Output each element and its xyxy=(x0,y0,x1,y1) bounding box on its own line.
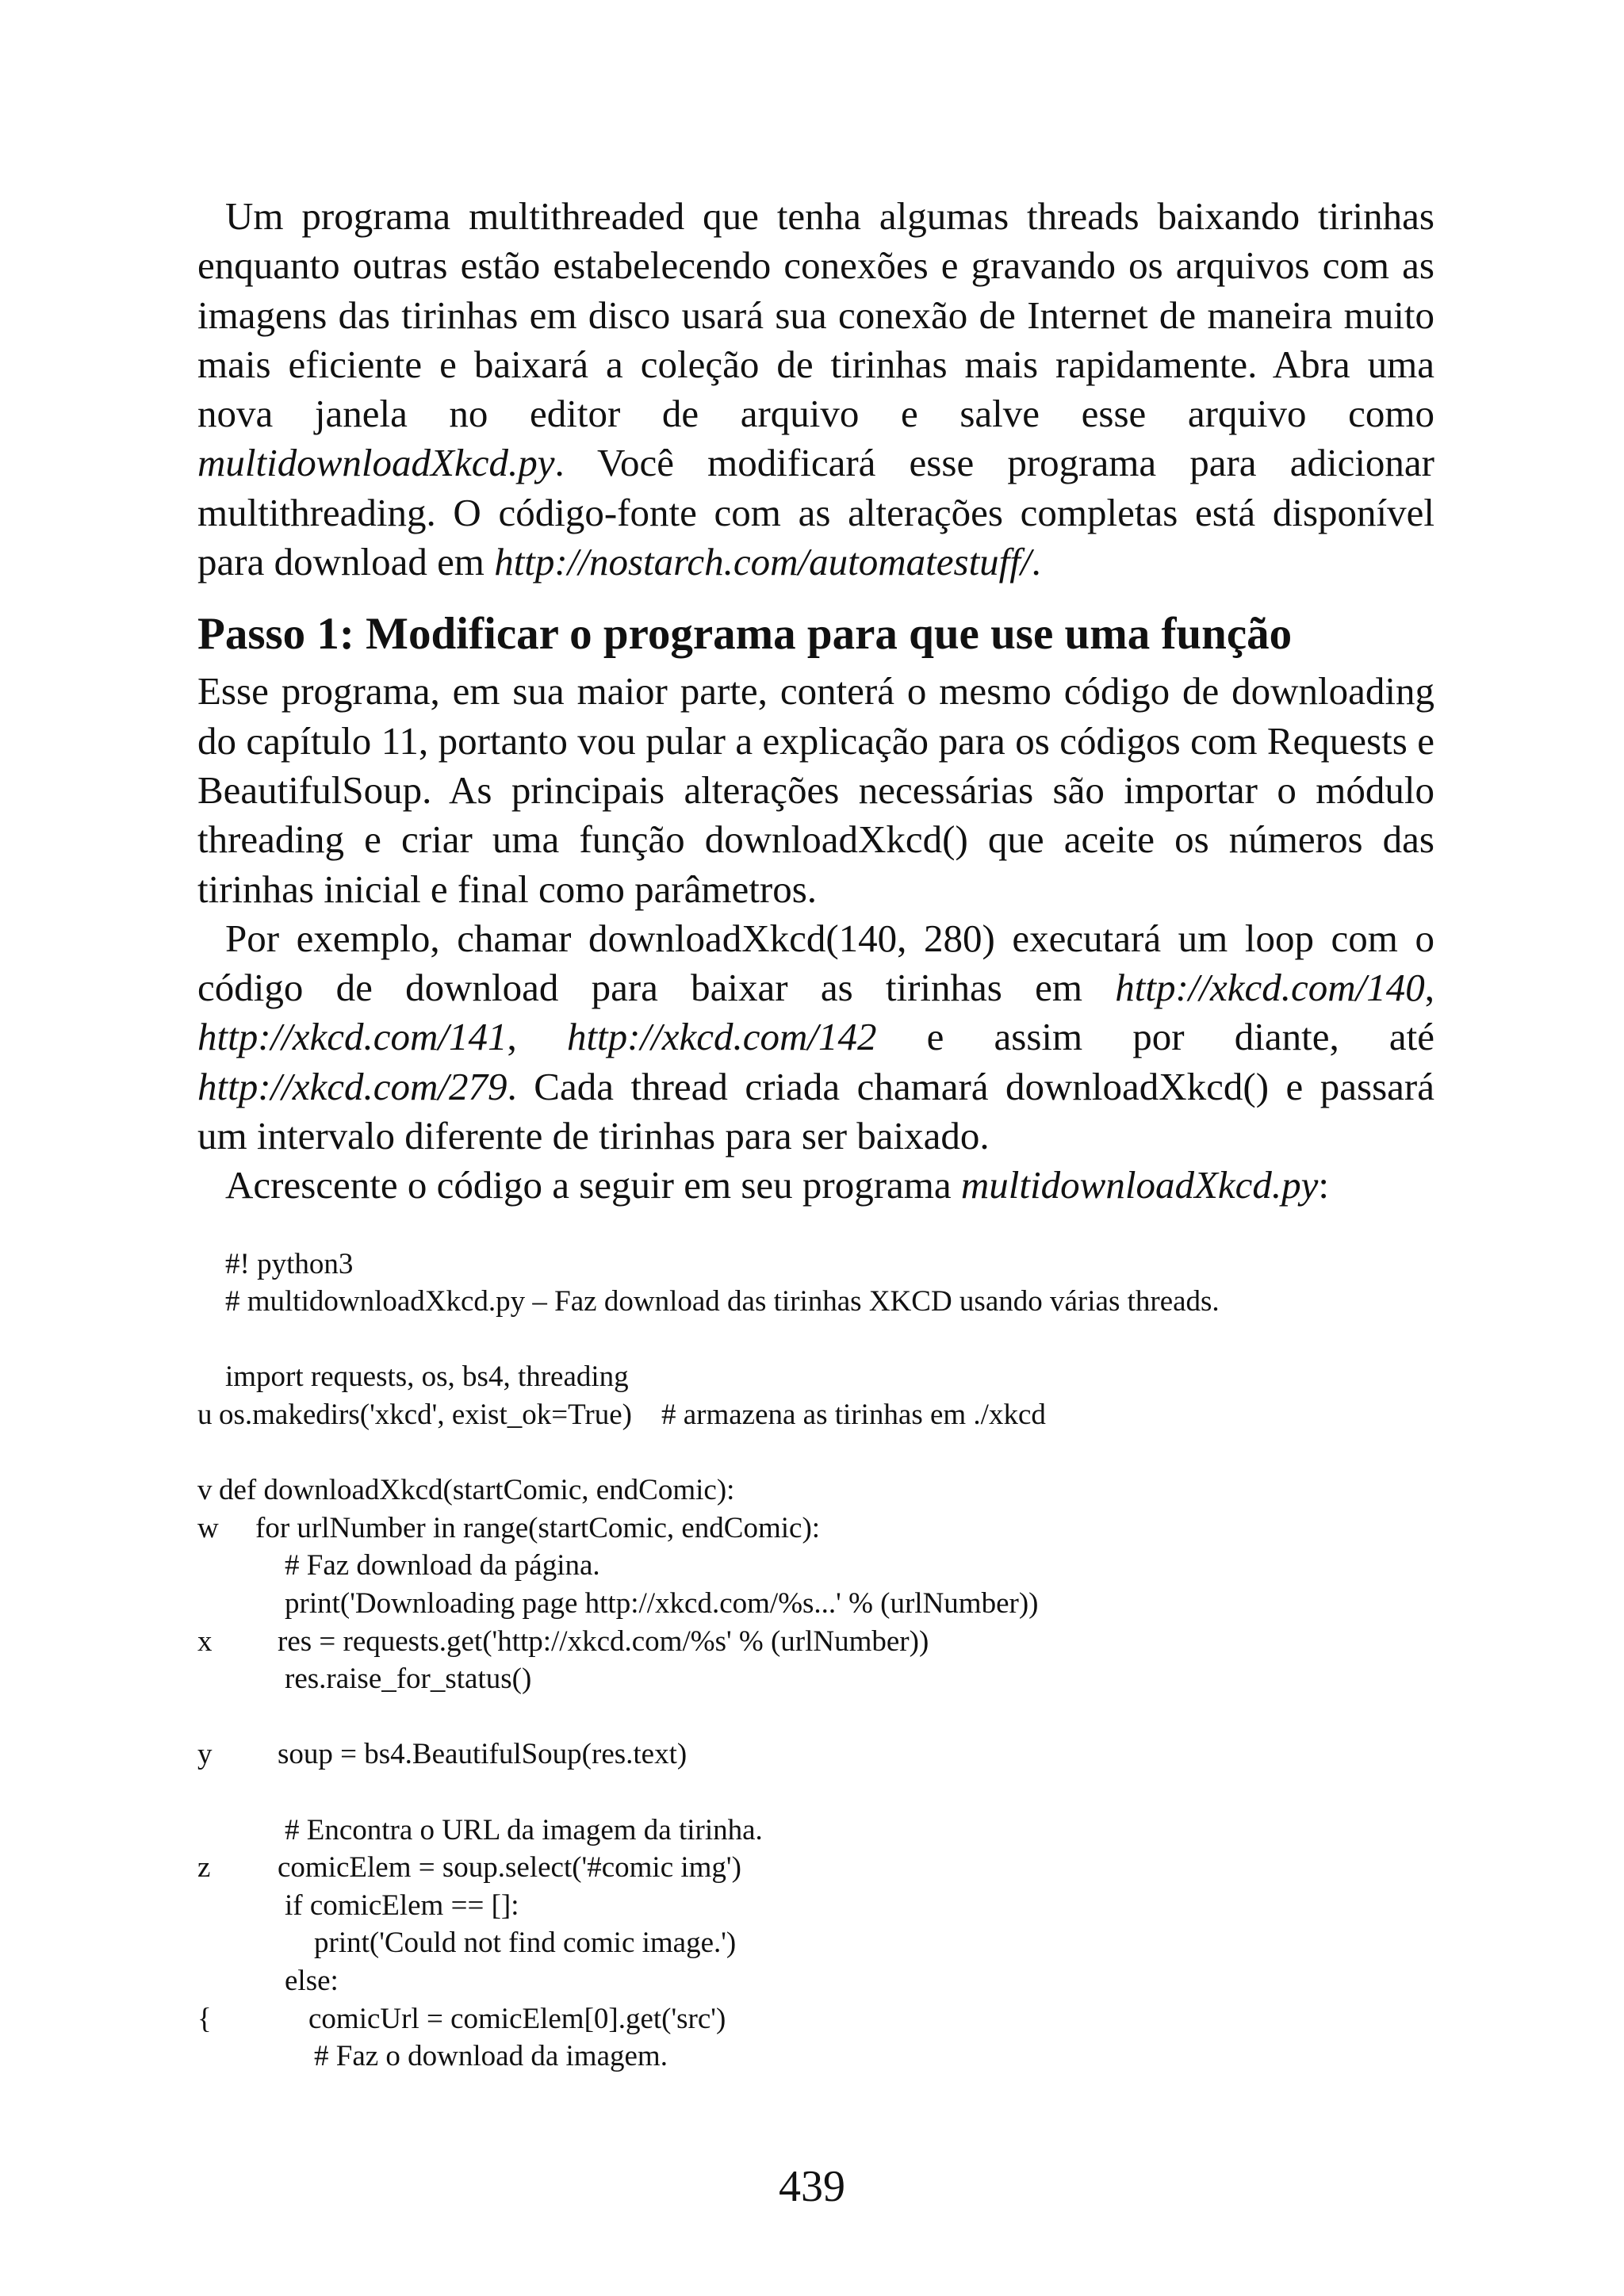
code-text: # Faz download da página. xyxy=(285,1549,600,1582)
code-line xyxy=(197,1321,1434,1359)
code-text: # Encontra o URL da imagem da tirinha. xyxy=(285,1813,763,1846)
text-run: Um programa multithreaded que tenha algumas threads baixando tirinhas enquanto outras estão estabelecendo conexões e gravando os arquivos com as imagens das tirinhas em disco usará sua conexão de Internet de maneira muito mais eficiente e baixará a coleção de tirinhas mais rapidamente. Abra uma nova janela no editor de arquivo e salve esse arquivo como xyxy=(197,194,1434,436)
code-line xyxy=(197,1774,1434,1812)
text-run: , xyxy=(1424,966,1434,1010)
code-text: # Faz o download da imagem. xyxy=(314,2040,668,2073)
text-run: e assim por diante, até xyxy=(876,1015,1435,1059)
code-text: #! python3 xyxy=(225,1247,354,1280)
paragraph-step1-description xyxy=(197,667,1434,913)
paragraph-intro xyxy=(197,192,1434,587)
code-line xyxy=(197,1623,1434,1661)
code-text: comicUrl = comicElem[0].get('src') xyxy=(308,2002,726,2035)
code-text: import requests, os, bs4, threading xyxy=(225,1360,629,1394)
code-line xyxy=(197,1962,1434,2000)
text-run: . xyxy=(1031,540,1041,584)
italic-text: http://xkcd.com/140 xyxy=(1115,966,1425,1010)
text-run: Esse programa, em sua maior parte, conterá o mesmo código de downloading do capítulo 11, portanto vou pular a explicação para os códigos com Requests e BeautifulSoup. As principais alterações necessárias são importar o módulo threading e criar uma função downloadXkcd() que aceite os números das tirinhas inicial e final como parâmetros. xyxy=(197,669,1434,911)
code-line xyxy=(197,1510,1434,1548)
code-annotation-marker: x xyxy=(197,1624,213,1658)
code-line xyxy=(197,2000,1434,2038)
code-annotation-marker: { xyxy=(197,2002,212,2035)
code-line xyxy=(197,1698,1434,1736)
code-text: res.raise_for_status() xyxy=(285,1663,532,1696)
italic-text: http://xkcd.com/279 xyxy=(197,1064,508,1108)
text-run: . Cada thread criada chamará downloadXkcd() e passará um intervalo diferente de tirinhas para ser baixado. xyxy=(197,1064,1434,1158)
text-run: , xyxy=(507,1015,567,1059)
code-annotation-marker: u xyxy=(197,1399,213,1432)
code-line xyxy=(197,1735,1434,1774)
page-content xyxy=(197,192,1434,2076)
code-text: else: xyxy=(285,1964,339,1997)
code-line xyxy=(197,1849,1434,1887)
code-line xyxy=(197,1246,1434,1284)
code-annotation-marker: w xyxy=(197,1511,219,1544)
code-line xyxy=(197,1924,1434,1962)
code-annotation-marker: v xyxy=(197,1474,213,1507)
code-text: print('Could not find comic image.') xyxy=(314,1927,737,1960)
italic-text: http://xkcd.com/141 xyxy=(197,1015,508,1059)
italic-text: http://xkcd.com/142 xyxy=(566,1015,877,1059)
code-line xyxy=(197,1471,1434,1510)
code-text: def downloadXkcd(startComic, endComic): xyxy=(219,1474,735,1507)
code-line xyxy=(197,1660,1434,1698)
text-run: Por exemplo, chamar downloadXkcd(140, 280) executará um loop com o código de download para baixar as tirinhas em xyxy=(197,916,1434,1010)
code-line xyxy=(197,2038,1434,2076)
code-text: if comicElem == []: xyxy=(285,1888,519,1922)
code-text: for urlNumber in range(startComic, endComic): xyxy=(255,1511,821,1544)
code-line xyxy=(197,1812,1434,1850)
code-line xyxy=(197,1585,1434,1623)
code-line xyxy=(197,1434,1434,1472)
paragraph-example xyxy=(197,914,1434,1161)
text-run: Acrescente o código a seguir em seu programa xyxy=(225,1163,961,1207)
code-line xyxy=(197,1547,1434,1585)
code-line xyxy=(197,1358,1434,1396)
code-annotation-marker: y xyxy=(197,1738,213,1771)
code-text: res = requests.get('http://xkcd.com/%s' % (urlNumber)) xyxy=(278,1624,929,1658)
page-number: 439 xyxy=(779,2162,845,2211)
code-text: print('Downloading page http://xkcd.com/%s...' % (urlNumber)) xyxy=(285,1586,1039,1620)
section-heading: Passo 1: Modificar o programa para que use uma função xyxy=(197,609,1293,660)
code-text: # multidownloadXkcd.py – Faz download das tirinhas XKCD usando várias threads. xyxy=(225,1285,1220,1318)
code-annotation-marker: z xyxy=(197,1851,211,1885)
code-text: comicElem = soup.select('#comic img') xyxy=(278,1851,741,1885)
code-line xyxy=(197,1887,1434,1925)
code-listing xyxy=(197,1246,1434,2076)
code-line xyxy=(197,1283,1434,1321)
paragraph-add-code xyxy=(197,1161,1434,1210)
text-run: . Você modificará esse programa para adicionar multithreading. O código-fonte com as alterações completas está disponível para download em xyxy=(197,441,1434,584)
code-text: soup = bs4.BeautifulSoup(res.text) xyxy=(278,1738,688,1771)
text-run: : xyxy=(1318,1163,1329,1207)
italic-text: multidownloadXkcd.py xyxy=(960,1163,1319,1207)
italic-text: http://nostarch.com/automatestuff/ xyxy=(494,540,1032,584)
code-line xyxy=(197,1396,1434,1434)
code-text: os.makedirs('xkcd', exist_ok=True) # armazena as tirinhas em ./xkcd xyxy=(219,1399,1046,1432)
italic-text: multidownloadXkcd.py xyxy=(197,441,555,485)
